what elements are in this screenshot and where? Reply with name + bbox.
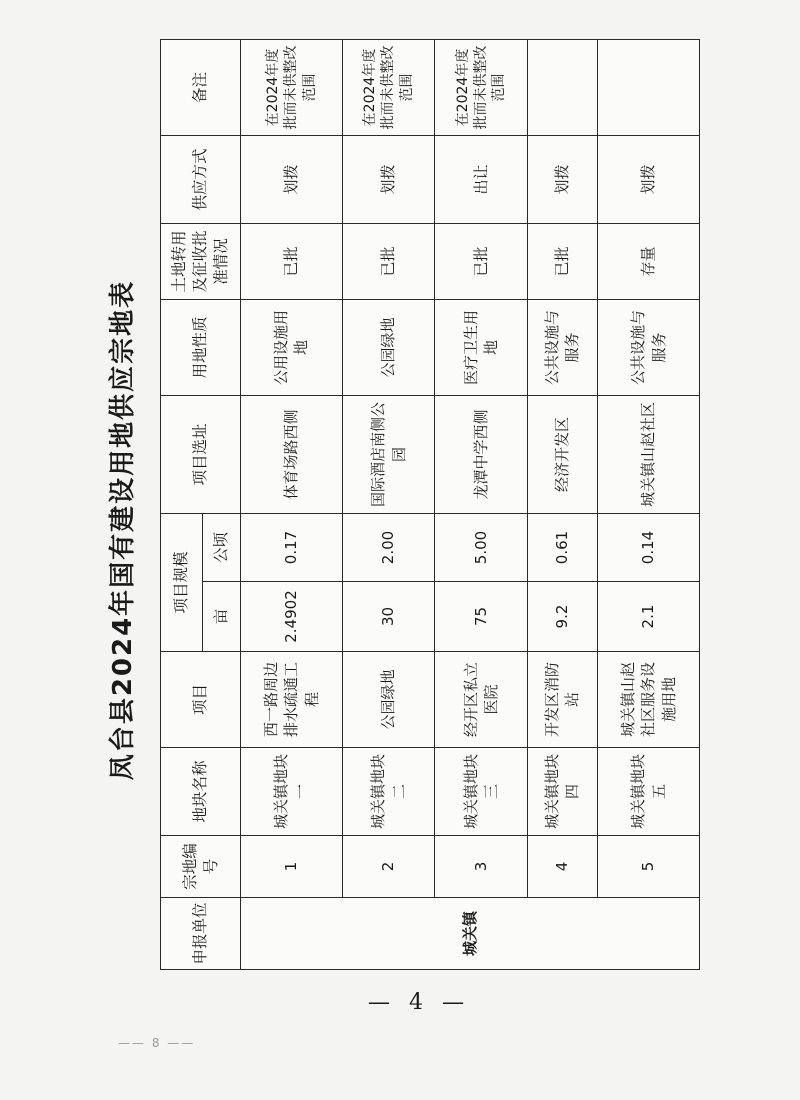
cell-ha: 0.14 [598,513,700,581]
header-project: 项目 [161,652,241,748]
cell-mu: 2.1 [598,582,700,652]
cell-project: 公园绿地 [342,652,434,748]
rotated-page [108,45,700,970]
parcel-table [160,39,700,970]
cell-project: 开发区消防站 [527,652,598,748]
header-row [161,39,203,969]
cell-supply: 出让 [435,135,527,223]
corner-mark: —— 8 —— [118,1036,196,1050]
cell-mu: 75 [435,582,527,652]
unit-cell: 城关镇 [241,898,700,970]
cell-approval: 已批 [342,223,434,299]
cell-remark [598,39,700,135]
header-ha: 公顷 [203,513,241,581]
header-use: 用地性质 [161,299,241,395]
header-mu: 亩 [203,582,241,652]
cell-use: 公园绿地 [342,299,434,395]
cell-ha: 0.61 [527,513,598,581]
table-row [598,39,700,969]
cell-approval: 存量 [598,223,700,299]
page-title: 凤台县2024年国有建设用地供应宗地表 [108,279,138,781]
header-no: 宗地编号 [161,836,241,898]
table-row [527,39,598,969]
header-unit: 申报单位 [161,898,241,970]
cell-parcel: 城关镇地块三 [435,748,527,836]
cell-mu: 2.4902 [241,582,343,652]
cell-remark: 在2024年度批而未供整改范围 [241,39,343,135]
cell-ha: 5.00 [435,513,527,581]
cell-project: 西一路周边排水疏通工程 [241,652,343,748]
table-row [435,39,527,969]
cell-no: 1 [241,836,343,898]
cell-mu: 9.2 [527,582,598,652]
cell-parcel: 城关镇地块四 [527,748,598,836]
cell-remark: 在2024年度批而未供整改范围 [435,39,527,135]
cell-use: 公共设施与服务 [527,299,598,395]
landscape-sheet [108,45,700,970]
cell-ha: 0.17 [241,513,343,581]
cell-no: 4 [527,836,598,898]
cell-use: 公用设施用地 [241,299,343,395]
cell-supply: 划拨 [527,135,598,223]
cell-remark: 在2024年度批而未供整改范围 [342,39,434,135]
cell-approval: 已批 [527,223,598,299]
header-site: 项目选址 [161,395,241,513]
table-row [342,39,434,969]
cell-use: 公共设施与服务 [598,299,700,395]
cell-remark [527,39,598,135]
cell-project: 城关镇山赵社区服务设施用地 [598,652,700,748]
cell-no: 2 [342,836,434,898]
header-scale: 项目规模 [161,513,203,651]
cell-mu: 30 [342,582,434,652]
cell-supply: 划拨 [342,135,434,223]
cell-site: 国际酒店南侧公园 [342,395,434,513]
cell-no: 3 [435,836,527,898]
cell-no: 5 [598,836,700,898]
header-supply: 供应方式 [161,135,241,223]
cell-approval: 已批 [435,223,527,299]
cell-site: 经济开发区 [527,395,598,513]
header-remark: 备注 [161,39,241,135]
cell-site: 城关镇山赵社区 [598,395,700,513]
cell-site: 龙潭中学西侧 [435,395,527,513]
cell-approval: 已批 [241,223,343,299]
header-parcel: 地块名称 [161,748,241,836]
cell-parcel: 城关镇地块五 [598,748,700,836]
cell-use: 医疗卫生用地 [435,299,527,395]
cell-parcel: 城关镇地块一 [241,748,343,836]
cell-supply: 划拨 [241,135,343,223]
table-row [241,39,343,969]
cell-ha: 2.00 [342,513,434,581]
header-approval: 土地转用及征收批准情况 [161,223,241,299]
cell-project: 经开区私立医院 [435,652,527,748]
cell-site: 体育场路西侧 [241,395,343,513]
cell-supply: 划拨 [598,135,700,223]
cell-parcel: 城关镇地块二 [342,748,434,836]
page-number: — 4 — [368,990,470,1015]
